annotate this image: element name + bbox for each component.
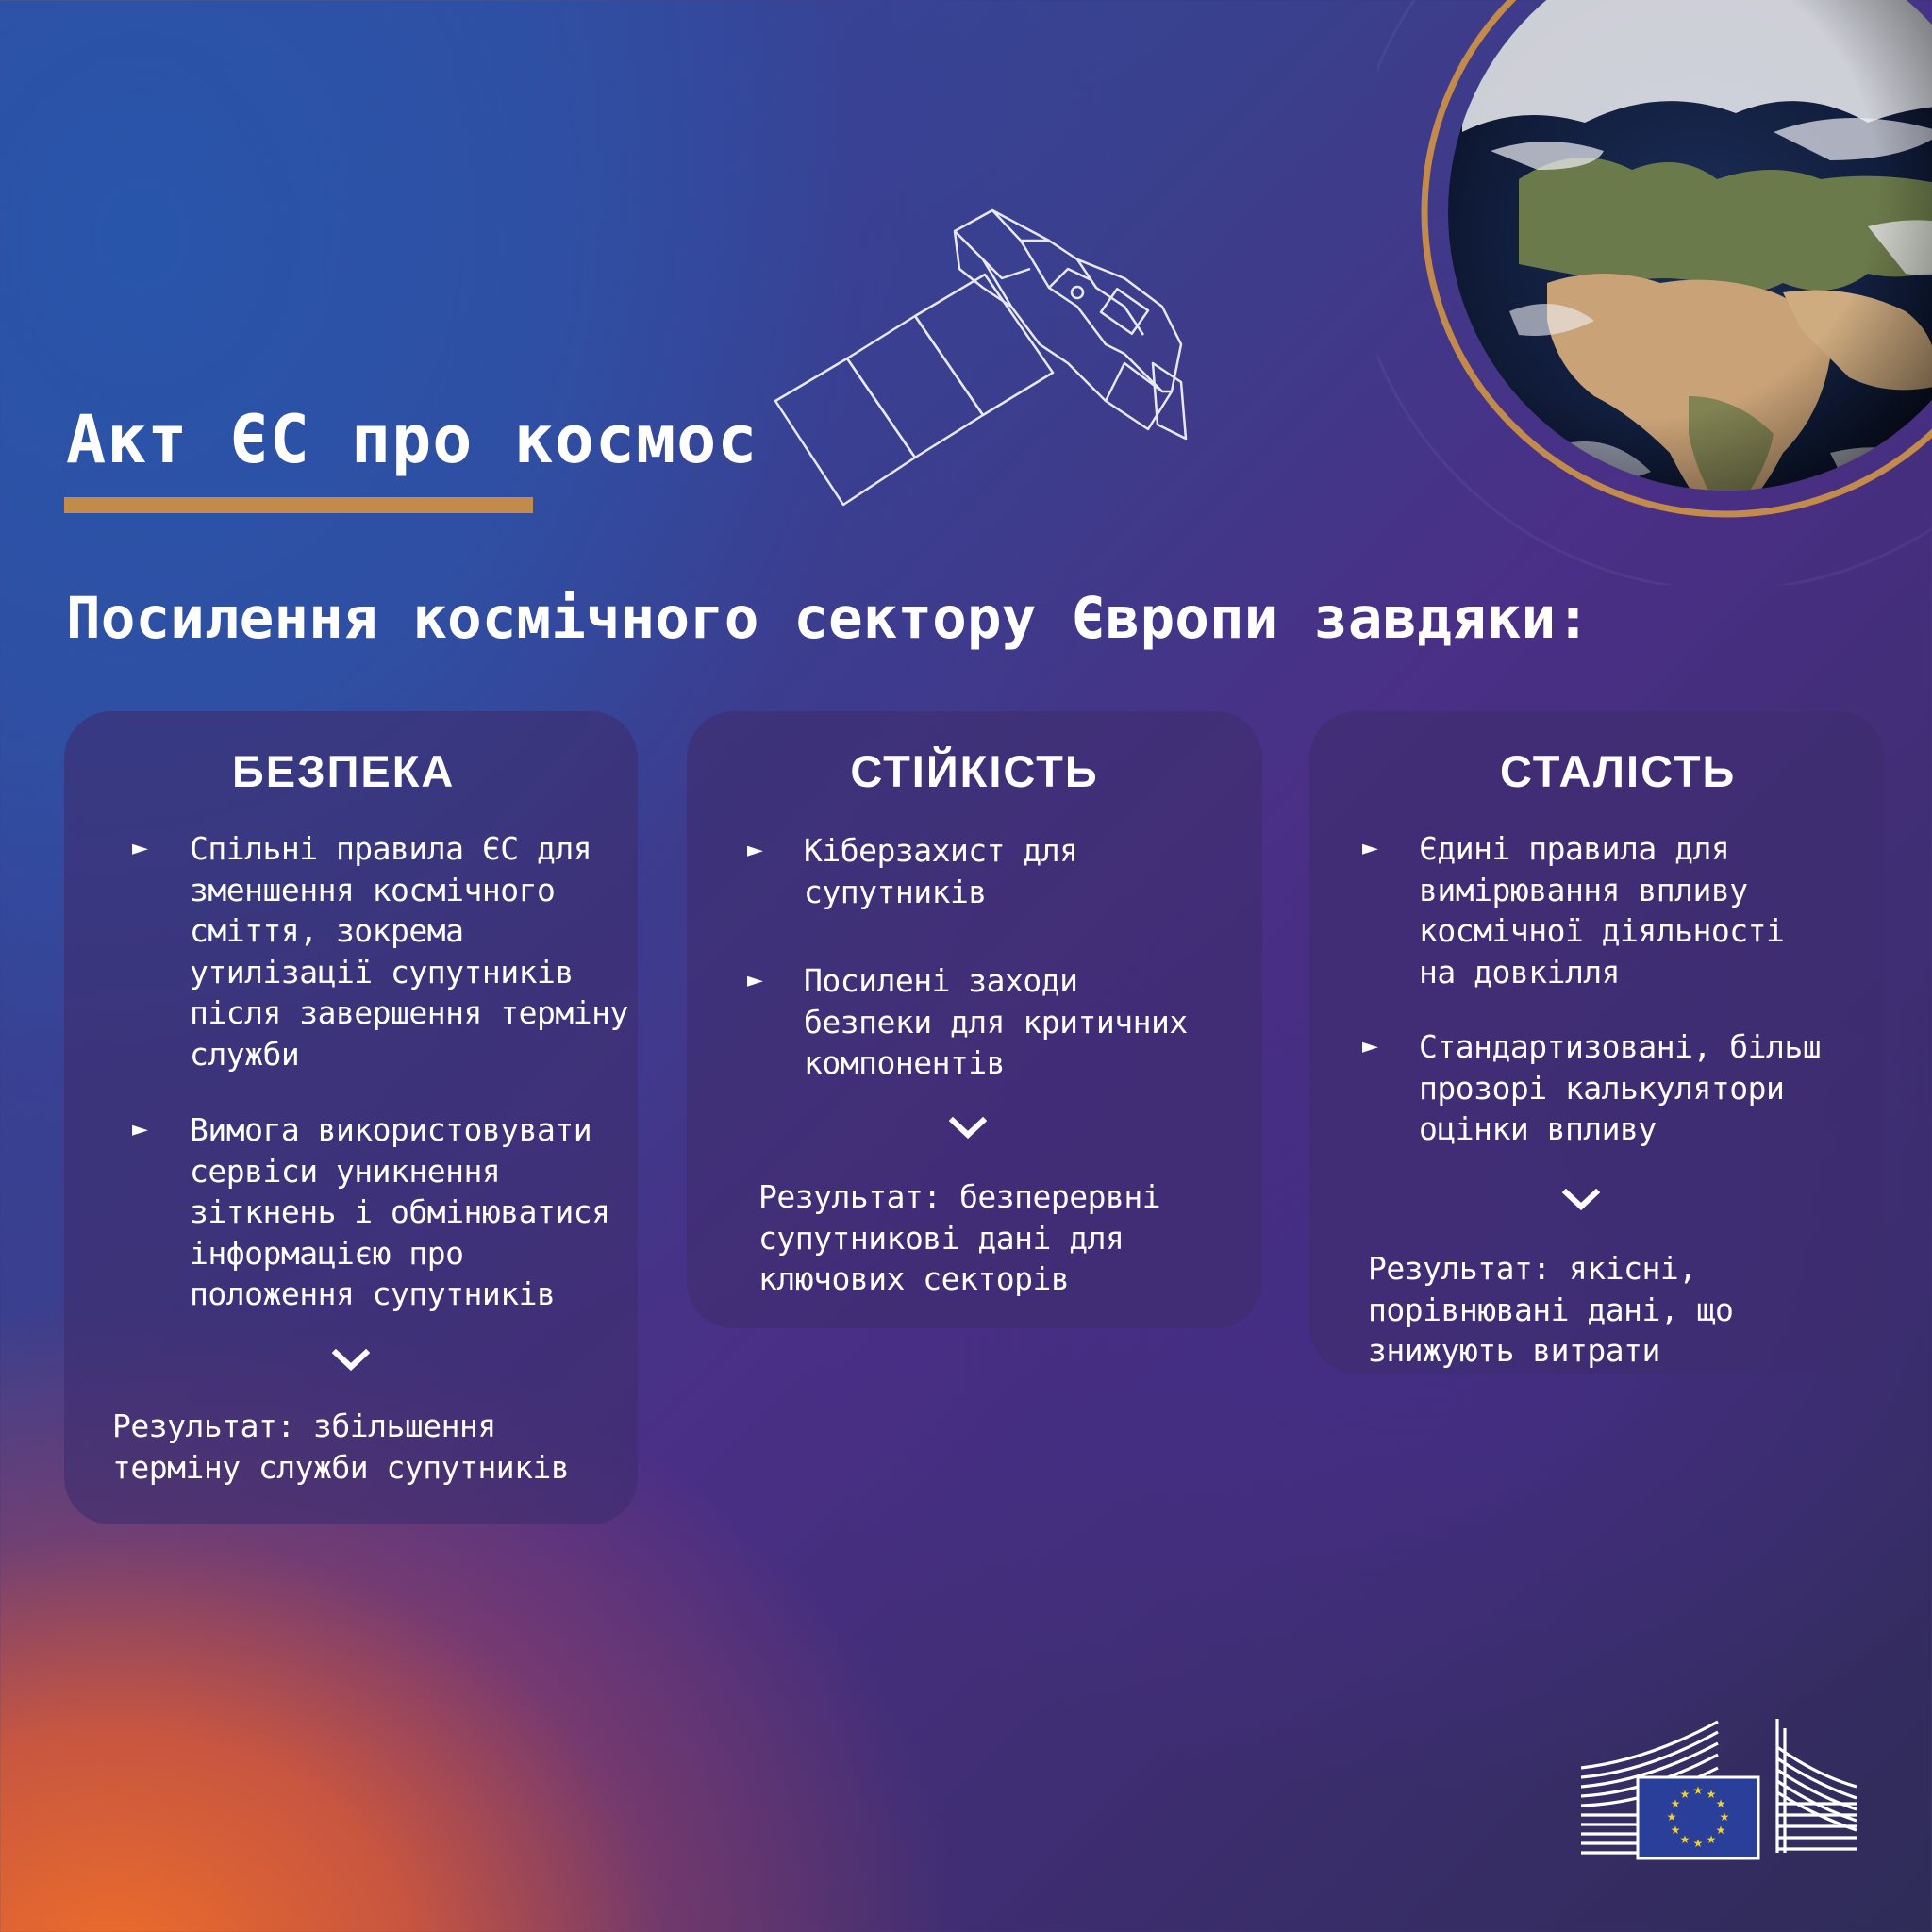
svg-text:★: ★: [1719, 1810, 1730, 1824]
svg-text:★: ★: [1706, 1833, 1717, 1846]
result-text: Результат: безперервні супутникові дані для ключових секторів: [758, 1178, 1161, 1297]
bullet-text: Вимога використовувати сервіси уникнення зіткнень і обмінюватися інформацією про положення супутників: [190, 1111, 610, 1312]
bullet-text: Кіберзахист для супутників: [804, 832, 1078, 910]
page-subtitle: Посилення космічного сектору Європи завдяки:: [66, 585, 1591, 652]
result-text: Результат: якісні, порівнювані дані, що знижують витрати: [1368, 1250, 1734, 1369]
card-safety: [64, 711, 638, 1524]
card-heading: СТАЛІСТЬ: [1500, 746, 1737, 796]
svg-text:★: ★: [1706, 1788, 1717, 1801]
chevron-down-icon: [332, 1349, 370, 1372]
svg-text:★: ★: [1670, 1824, 1681, 1837]
svg-text:★: ★: [1692, 1784, 1704, 1797]
right-triangle-icon: ►: [132, 1118, 148, 1141]
svg-text:★: ★: [1670, 1797, 1681, 1810]
bullet-text: Спільні правила ЄС для зменшення космічного сміття, зокрема утилізації супутників після завершення терміну служби: [190, 830, 628, 1073]
svg-text:★: ★: [1692, 1837, 1704, 1850]
svg-text:★: ★: [1715, 1797, 1726, 1810]
svg-text:★: ★: [1666, 1810, 1677, 1824]
title-underline: [64, 497, 533, 513]
page-title: Акт ЄС про космос: [66, 401, 758, 478]
svg-text:★: ★: [1679, 1788, 1690, 1801]
earth-globe-image: [1377, 0, 1932, 589]
satellite-illustration: [766, 203, 1219, 518]
card-resilience: [687, 711, 1262, 1328]
chevron-down-icon: [1562, 1189, 1600, 1211]
right-triangle-icon: ►: [132, 837, 148, 860]
right-triangle-icon: ►: [1362, 837, 1378, 860]
chevron-down-icon: [949, 1117, 987, 1140]
svg-text:★: ★: [1679, 1833, 1690, 1846]
svg-text:★: ★: [1715, 1824, 1726, 1837]
right-triangle-icon: ►: [747, 969, 763, 992]
bullet-text: Посилені заходи безпеки для критичних компонентів: [804, 962, 1188, 1081]
result-text: Результат: збільшення терміну служби супутників: [112, 1407, 570, 1486]
card-heading: БЕЗПЕКА: [232, 746, 456, 796]
bullet-text: Стандартизовані, більш прозорі калькулятори оцінки впливу: [1419, 1028, 1822, 1147]
card-sustainability: [1309, 711, 1885, 1374]
bullet-text: Єдині правила для вимірювання впливу космічної діяльності на довкілля: [1419, 830, 1785, 991]
right-triangle-icon: ►: [747, 839, 763, 862]
card-heading: СТІЙКІСТЬ: [850, 746, 1099, 796]
european-commission-logo: [1581, 1719, 1864, 1864]
right-triangle-icon: ►: [1362, 1035, 1378, 1058]
